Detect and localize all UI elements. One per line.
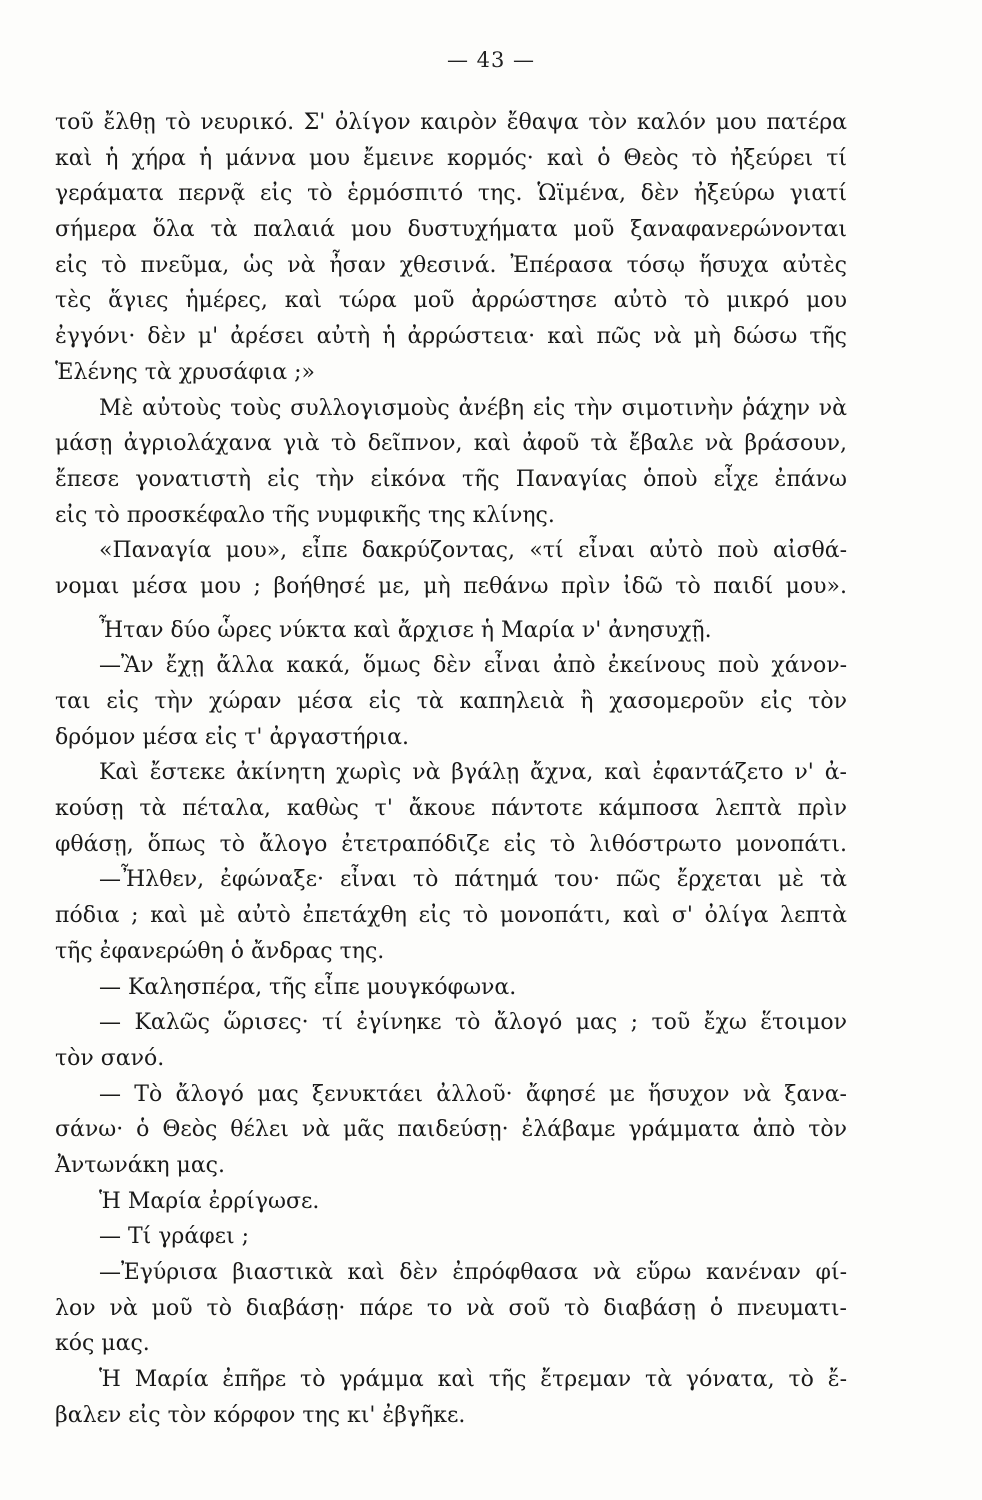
text-line: Ἡ Μαρία ἐρρίγωσε. (99, 1188, 320, 1214)
text-line: — Καλησπέρα, τῆς εἶπε μουγκόφωνα. (99, 974, 517, 1000)
text-line: Καὶ ἔστεκε ἀκίνητη χωρὶς νὰ βγάλῃ ἄχνα, καὶ ἐφαντάζετο ν' ἀ- (99, 760, 847, 786)
page-number: — 43 — (446, 48, 536, 72)
text-line: λον νὰ μοῦ τὸ διαβάσῃ· πάρε το νὰ σοῦ τὸ διαβάσῃ ὁ πνευματι- (55, 1295, 847, 1321)
text-line: «Παναγία μου», εἶπε δακρύζοντας, «τί εἶναι αὐτὸ ποὺ αἰσθά- (99, 538, 847, 564)
text-line: εἰς τὸ πνεῦμα, ὡς νὰ ἦσαν χθεσινά. Ἐπέρασα τόσῳ ἥσυχα αὐτὲς (55, 252, 847, 278)
text-line: γεράματα περνᾷ εἰς τὸ ἑρμόσπιτό της. Ὡϊμένα, δὲν ἠξεύρω γιατί (55, 181, 847, 207)
text-line: τῆς ἐφανερώθη ὁ ἄνδρας της. (55, 938, 385, 964)
text-line: Ἀντωνάκη μας. (55, 1152, 225, 1178)
page-body-text (55, 105, 847, 1433)
text-line: νομαι μέσα μου ; βοήθησέ με, μὴ πεθάνω πρὶν ἰδῶ τὸ παιδί μου». (55, 573, 847, 599)
text-line: — Καλῶς ὥρισες· τί ἐγίνηκε τὸ ἄλογό μας ; τοῦ ἔχω ἕτοιμον (99, 1010, 847, 1036)
text-line: —Ἂν ἔχῃ ἄλλα κακά, ὅμως δὲν εἶναι ἀπὸ ἐκείνους ποὺ χάνον- (99, 653, 847, 679)
text-line: βαλεν εἰς τὸν κόρφον της κι' ἐβγῆκε. (55, 1402, 466, 1428)
text-line: — Τὸ ἄλογό μας ξενυκτάει ἀλλοῦ· ἄφησέ με ἥσυχον νὰ ξανα- (99, 1081, 847, 1107)
text-line: Ἦταν δύο ὧρες νύκτα καὶ ἄρχισε ἡ Μαρία ν' ἀνησυχῇ. (99, 617, 712, 643)
text-line: τὸν σανό. (55, 1045, 165, 1071)
text-line: — Τί γράφει ; (99, 1224, 250, 1250)
text-line: ται εἰς τὴν χώραν μέσα εἰς τὰ καπηλειὰ ἢ χασομεροῦν εἰς τὸν (55, 689, 847, 714)
text-line: μάσῃ ἀγριολάχανα γιὰ τὸ δεῖπνον, καὶ ἀφοῦ τὰ ἔβαλε νὰ βράσουν, (55, 431, 847, 457)
text-line: φθάσῃ, ὅπως τὸ ἄλογο ἐτετραπόδιζε εἰς τὸ λιθόστρωτο μονοπάτι. (55, 831, 847, 857)
text-line: σάνω· ὁ Θεὸς θέλει νὰ μᾶς παιδεύσῃ· ἐλάβαμε γράμματα ἀπὸ τὸν (55, 1117, 847, 1143)
text-line: ἐγγόνι· δὲν μ' ἀρέσει αὐτὴ ἡ ἀρρώστεια· καὶ πῶς νὰ μὴ δώσω τῆς (55, 324, 847, 350)
text-line: Μὲ αὐτοὺς τοὺς συλλογισμοὺς ἀνέβη εἰς τὴν σιμοτινὴν ῥάχην νὰ (99, 395, 847, 421)
text-line: δρόμον μέσα εἰς τ' ἀργαστήρια. (55, 724, 410, 750)
text-line: σήμερα ὅλα τὰ παλαιά μου δυστυχήματα μοῦ ξαναφανερώνονται (55, 217, 847, 243)
text-line: ἔπεσε γονατιστὴ εἰς τὴν εἰκόνα τῆς Παναγίας ὁποὺ εἶχε ἐπάνω (55, 466, 847, 492)
text-line: εἰς τὸ προσκέφαλο τῆς νυμφικῆς της κλίνης. (55, 502, 555, 528)
text-line: καὶ ἡ χήρα ἡ μάννα μου ἔμεινε κορμός· καὶ ὁ Θεὸς τὸ ἠξεύρει τί (55, 145, 847, 171)
text-line: κός μας. (55, 1331, 150, 1357)
text-line: Ἡ Μαρία ἐπῆρε τὸ γράμμα καὶ τῆς ἔτρεμαν τὰ γόνατα, τὸ ἔ- (99, 1367, 847, 1393)
text-line: κούσῃ τὰ πέταλα, καθὼς τ' ἄκουε πάντοτε κάμποσα λεπτὰ πρὶν (55, 796, 847, 822)
text-line: πόδια ; καὶ μὲ αὐτὸ ἐπετάχθη εἰς τὸ μονοπάτι, καὶ σ' ὀλίγα λεπτὰ (55, 903, 847, 929)
text-line: τὲς ἅγιες ἡμέρες, καὶ τώρα μοῦ ἀρρώστησε αὐτὸ τὸ μικρό μου (55, 288, 847, 314)
text-line: —Ἐγύρισα βιαστικὰ καὶ δὲν ἐπρόφθασα νὰ εὕρω κανέναν φί- (99, 1260, 847, 1285)
text-line: τοῦ ἔλθῃ τὸ νευρικό. Σ' ὀλίγον καιρὸν ἔθαψα τὸν καλόν μου πατέρα (55, 110, 847, 135)
text-line: Ἑλένης τὰ χρυσάφια ;» (55, 359, 316, 385)
text-line: —Ἦλθεν, ἐφώναξε· εἶναι τὸ πάτημά του· πῶς ἔρχεται μὲ τὰ (99, 867, 847, 893)
